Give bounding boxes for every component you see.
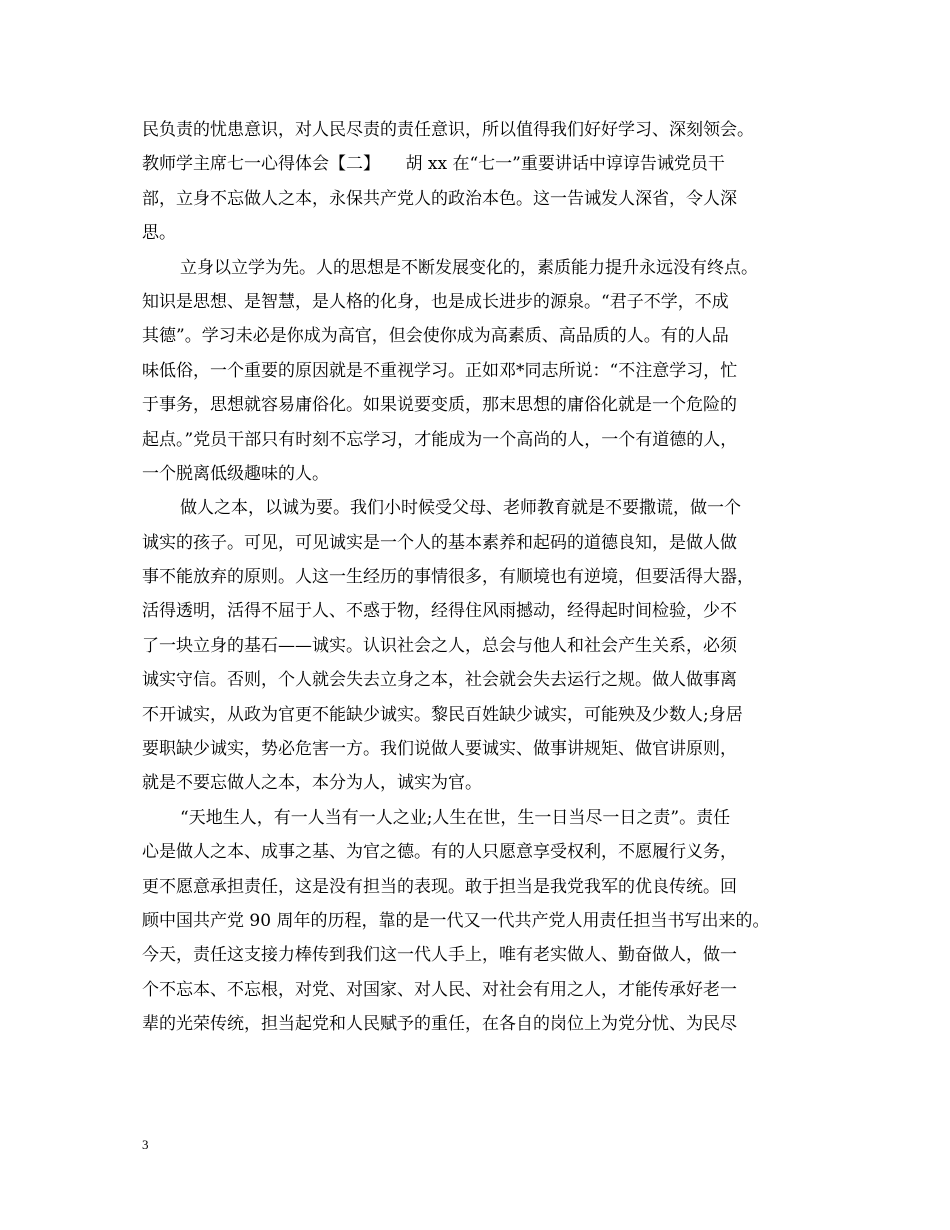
paragraph-first-line: 做人之本，以诚为要。我们小时候受父母、老师教育就是不要撒谎，做一个 [180,498,741,519]
text-line: 思。 [142,223,176,244]
paragraph-first-line: “天地生人，有一人当有一人之业;人生在世，生一日当尽一日之责”。责任 [180,807,731,828]
text-line: 要职缺少诚实，势必危害一方。我们说做人要诚实、做事讲规矩、做官讲原则， [142,739,737,760]
text-line: 心是做人之本、成事之基、为官之德。有的人只愿意享受权利，不愿履行义务， [142,842,737,863]
text-line: 诚实守信。否则，个人就会失去立身之本，社会就会失去运行之规。做人做事离 [142,670,737,691]
text-line: 于事务，思想就容易庸俗化。如果说要变质，那末思想的庸俗化就是一个危险的 [142,395,737,416]
page-number: 3 [142,1137,149,1152]
text-line: 味低俗，一个重要的原因就是不重视学习。正如邓*同志所说：“不注意学习，忙 [142,360,738,381]
text-line: 知识是思想、是智慧，是人格的化身，也是成长进步的源泉。“君子不学，不成 [142,291,729,312]
text-line: 顾中国共产党 90 周年的历程，靠的是一代又一代共产党人用责任担当书写出来的。 [142,910,770,931]
text-line: 不开诚实，从政为官更不能缺少诚实。黎民百姓缺少诚实，可能殃及少数人;身居 [142,704,743,725]
text-line: 一个脱离低级趣味的人。 [142,463,329,484]
text-line: 个不忘本、不忘根，对党、对国家、对人民、对社会有用之人，才能传承好老一 [142,979,737,1000]
text-line: 今天，责任这支接力棒传到我们这一代人手上，唯有老实做人、勤奋做人，做一 [142,945,737,966]
text-line: 更不愿意承担责任，这是没有担当的表现。敢于担当是我党我军的优良传统。回 [142,876,737,897]
text-line: 辈的光荣传统，担当起党和人民赋予的重任，在各自的岗位上为党分忧、为民尽 [142,1014,737,1035]
paragraph-first-line: 立身以立学为先。人的思想是不断发展变化的，素质能力提升永远没有终点。 [180,257,758,278]
text-line: 事不能放弃的原则。人这一生经历的事情很多，有顺境也有逆境，但要活得大器， [142,567,754,588]
text-line: 就是不要忘做人之本，本分为人，诚实为官。 [142,773,482,794]
text-line: 起点。”党员干部只有时刻不忘学习，才能成为一个高尚的人，一个有道德的人， [142,429,738,450]
text-line: 诚实的孩子。可见，可见诚实是一个人的基本素养和起码的道德良知，是做人做 [142,532,737,553]
document-body [142,113,832,1042]
text-line: 教师学主席七一心得体会【二】 胡 xx 在“七一”重要讲话中谆谆告诫党员干 [142,154,725,175]
text-line: 活得透明，活得不屈于人、不惑于物，经得住风雨撼动，经得起时间检验，少不 [142,601,737,622]
text-line: 民负责的忧患意识，对人民尽责的责任意识，所以值得我们好好学习、深刻领会。 [142,120,754,140]
text-line: 部，立身不忘做人之本，永保共产党人的政治本色。这一告诫发人深省，令人深 [142,188,737,209]
text-line: 其德”。学习未必是你成为高官，但会使你成为高素质、高品质的人。有的人品 [142,326,729,347]
text-line: 了一块立身的基石——诚实。认识社会之人，总会与他人和社会产生关系，必须 [142,635,737,656]
